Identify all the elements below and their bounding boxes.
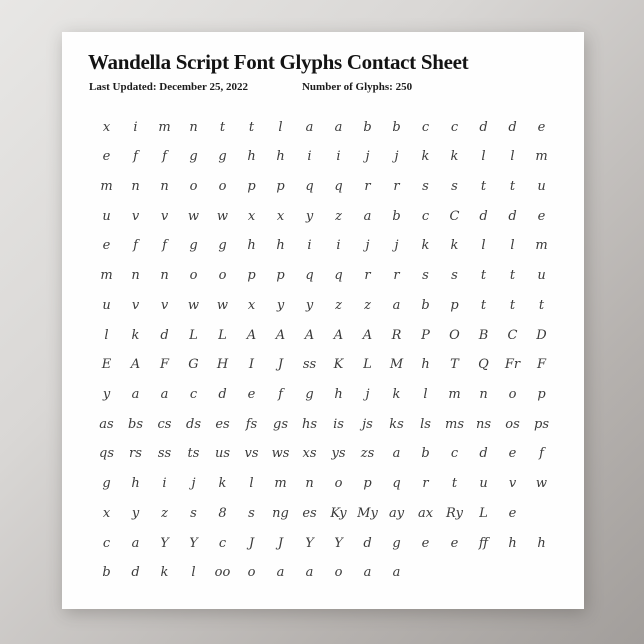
glyph-cell: s (190, 505, 197, 521)
glyph-cell: Y (189, 535, 198, 551)
glyph-cell: b (421, 297, 430, 313)
glyph-cell: J (277, 535, 284, 551)
glyph-cell: js (362, 416, 373, 432)
glyph-cell: Ky (330, 505, 347, 521)
glyph-cell: ys (331, 446, 346, 462)
glyph-cell: ks (389, 416, 404, 432)
glyph-cell: ss (302, 357, 317, 373)
glyph-cell: C (507, 327, 518, 343)
glyph-cell: x (247, 208, 256, 224)
glyph-cell: y (102, 386, 111, 402)
glyph-cell: k (450, 238, 459, 254)
glyph-cell: h (508, 535, 517, 551)
glyph-cell: h (334, 386, 343, 402)
glyph-row (92, 440, 556, 468)
glyph-cell: e (102, 149, 111, 165)
glyph-cell: c (189, 386, 198, 402)
glyph-cell: g (189, 149, 198, 165)
glyph-cell: r (364, 178, 371, 194)
glyph-cell: a (160, 386, 169, 402)
glyph-row (92, 202, 556, 230)
glyph-cell: v (131, 208, 140, 224)
glyph-cell: c (421, 208, 430, 224)
glyph-cell: d (363, 535, 372, 551)
glyph-cell: k (392, 386, 401, 402)
glyph-cell: R (391, 327, 402, 343)
glyph-cell: A (130, 357, 141, 373)
glyph-cell: A (246, 327, 257, 343)
glyph-cell: h (537, 535, 546, 551)
glyph-cell: h (247, 149, 256, 165)
glyph-cell: w (216, 297, 229, 313)
glyph-cell: g (102, 476, 111, 492)
glyph-cell: p (363, 476, 372, 492)
glyph-cell: o (247, 565, 256, 581)
glyph-cell: b (392, 119, 401, 135)
glyph-cell: Q (478, 357, 489, 373)
glyph-cell: L (218, 327, 227, 343)
glyph-cell: m (535, 238, 548, 254)
glyph-cell: j (191, 476, 196, 492)
last-updated-text: Last Updated: December 25, 2022 (89, 81, 248, 94)
glyph-cell: o (218, 268, 227, 284)
glyph-cell: x (102, 505, 111, 521)
glyph-cell: k (450, 149, 459, 165)
glyph-cell: c (450, 119, 459, 135)
glyph-cell: as (99, 416, 114, 432)
glyph-cell: qs (99, 446, 114, 462)
glyph-cell: x (276, 208, 285, 224)
glyph-cell: C (449, 208, 460, 224)
glyph-cell: Fr (504, 357, 521, 373)
glyph-cell: c (450, 446, 459, 462)
glyph-cell: vs (244, 446, 259, 462)
glyph-cell: f (278, 386, 283, 402)
glyph-cell: c (102, 535, 111, 551)
glyph-cell: g (392, 535, 401, 551)
glyph-cell: e (508, 505, 517, 521)
glyph-cell: d (218, 386, 227, 402)
glyph-cell: rs (129, 446, 142, 462)
glyph-cell: a (392, 565, 401, 581)
glyph-cell: p (537, 386, 546, 402)
glyph-cell: E (101, 357, 112, 373)
glyph-cell: r (364, 268, 371, 284)
glyph-cell: a (131, 535, 140, 551)
glyph-cell: y (305, 297, 314, 313)
glyph-cell: p (247, 268, 256, 284)
glyph-cell: e (537, 119, 546, 135)
glyph-cell: o (218, 178, 227, 194)
glyph-row (92, 321, 556, 349)
glyph-cell: o (334, 476, 343, 492)
glyph-cell: j (394, 149, 399, 165)
glyph-cell: d (160, 327, 169, 343)
glyph-cell: a (305, 565, 314, 581)
glyph-cell: ps (534, 416, 549, 432)
glyph-cell: ng (272, 505, 289, 521)
glyph-cell: I (248, 357, 255, 373)
glyph-cell: w (535, 476, 548, 492)
glyph-cell: a (392, 446, 401, 462)
glyph-cell: l (423, 386, 428, 402)
glyph-cell: zs (360, 446, 375, 462)
glyph-cell: i (133, 119, 138, 135)
glyph-cell: v (160, 208, 169, 224)
glyph-cell: z (364, 297, 371, 313)
glyph-cell: t (480, 268, 487, 284)
glyph-cell: D (536, 327, 547, 343)
glyph-cell: i (307, 238, 312, 254)
glyph-row (92, 232, 556, 260)
glyph-cell: L (363, 357, 372, 373)
glyph-cell: e (421, 535, 430, 551)
glyph-cell: a (305, 119, 314, 135)
glyph-cell: f (539, 446, 544, 462)
glyph-row (92, 499, 556, 527)
glyph-cell: Y (160, 535, 169, 551)
glyph-cell: Ry (446, 505, 463, 521)
glyph-cell: l (510, 238, 515, 254)
glyph-cell: f (133, 149, 138, 165)
glyph-cell: d (479, 119, 488, 135)
glyph-cell: ay (388, 505, 405, 521)
glyph-cell: oo (214, 565, 231, 581)
glyph-cell: g (218, 238, 227, 254)
glyph-cell: l (510, 149, 515, 165)
glyph-cell: b (102, 565, 111, 581)
glyph-cell: q (305, 268, 314, 284)
glyph-cell: k (218, 476, 227, 492)
glyph-cell: h (276, 238, 285, 254)
glyph-cell: e (450, 535, 459, 551)
glyph-cell: gs (273, 416, 288, 432)
glyph-cell: t (509, 297, 516, 313)
glyph-cell: w (187, 297, 200, 313)
glyph-cell: l (481, 238, 486, 254)
glyph-cell: ls (420, 416, 431, 432)
glyph-row (92, 470, 556, 498)
glyph-cell: is (333, 416, 344, 432)
glyph-cell: L (479, 505, 488, 521)
glyph-cell: k (421, 238, 430, 254)
glyph-cell: a (363, 208, 372, 224)
glyph-cell: v (131, 297, 140, 313)
glyph-cell: o (508, 386, 517, 402)
glyph-cell: y (276, 297, 285, 313)
glyph-cell: c (421, 119, 430, 135)
glyph-cell: A (362, 327, 373, 343)
glyph-cell: k (421, 149, 430, 165)
glyph-cell: u (479, 476, 488, 492)
glyph-cell: n (189, 119, 198, 135)
glyph-cell: m (274, 476, 287, 492)
glyph-row (92, 529, 556, 557)
glyph-cell: r (422, 476, 429, 492)
glyph-cell: h (131, 476, 140, 492)
glyph-cell: e (508, 446, 517, 462)
glyph-cell: o (189, 178, 198, 194)
glyph-cell: l (249, 476, 254, 492)
glyph-row (92, 113, 556, 141)
glyph-cell: m (535, 149, 548, 165)
glyph-cell: es (215, 416, 230, 432)
glyph-cell: k (131, 327, 140, 343)
glyph-cell: d (508, 119, 517, 135)
glyph-cell: j (365, 238, 370, 254)
glyph-cell: x (102, 119, 111, 135)
glyph-cell: n (131, 268, 140, 284)
glyph-cell: A (275, 327, 286, 343)
glyph-cell: A (333, 327, 344, 343)
glyph-cell: d (131, 565, 140, 581)
glyph-cell: z (161, 505, 168, 521)
glyph-cell: i (336, 149, 341, 165)
glyph-row (92, 291, 556, 319)
glyph-cell: i (307, 149, 312, 165)
glyph-row (92, 262, 556, 290)
glyph-cell: hs (301, 416, 318, 432)
glyph-cell: t (248, 119, 255, 135)
glyph-cell: d (508, 208, 517, 224)
glyph-row (92, 380, 556, 408)
glyph-cell: u (102, 208, 111, 224)
glyph-cell: m (448, 386, 461, 402)
glyph-cell: z (335, 297, 342, 313)
glyph-cell: l (104, 327, 109, 343)
glyph-cell: q (334, 178, 343, 194)
glyph-cell: b (392, 208, 401, 224)
glyph-cell: s (451, 268, 458, 284)
glyph-cell: a (392, 297, 401, 313)
glyph-cell: y (131, 505, 140, 521)
glyph-cell: g (305, 386, 314, 402)
glyph-cell: m (100, 268, 113, 284)
glyph-cell: u (537, 268, 546, 284)
glyph-cell: G (188, 357, 199, 373)
glyph-cell: m (100, 178, 113, 194)
glyph-cell: J (277, 357, 284, 373)
glyph-cell: M (389, 357, 404, 373)
glyph-cell: ax (417, 505, 434, 521)
glyph-cell: ts (187, 446, 200, 462)
glyph-cell: ds (186, 416, 201, 432)
glyph-cell: s (248, 505, 255, 521)
glyph-cell: a (131, 386, 140, 402)
glyph-cell: f (162, 149, 167, 165)
glyph-cell: o (334, 565, 343, 581)
glyph-cell: j (394, 238, 399, 254)
glyph-cell: a (276, 565, 285, 581)
glyph-row (92, 410, 556, 438)
glyph-row (92, 172, 556, 200)
glyph-cell: e (247, 386, 256, 402)
glyph-cell: g (218, 149, 227, 165)
glyph-count-text: Number of Glyphs: 250 (301, 81, 413, 94)
glyph-cell: A (304, 327, 315, 343)
glyph-cell: p (276, 178, 285, 194)
glyph-cell: e (102, 238, 111, 254)
glyph-cell: H (216, 357, 229, 373)
glyph-cell: p (450, 297, 459, 313)
glyph-cell: O (449, 327, 460, 343)
glyph-cell: f (133, 238, 138, 254)
glyph-cell: l (191, 565, 196, 581)
glyph-cell: P (421, 327, 430, 343)
glyph-cell: b (421, 446, 430, 462)
glyph-cell: v (160, 297, 169, 313)
glyph-cell: h (421, 357, 430, 373)
glyph-cell: r (393, 178, 400, 194)
poster-meta (89, 81, 558, 93)
glyph-cell: B (478, 327, 489, 343)
glyph-cell: s (451, 178, 458, 194)
glyph-cell: t (480, 297, 487, 313)
glyph-cell: a (334, 119, 343, 135)
glyph-cell: ff (478, 535, 489, 551)
glyph-cell: q (392, 476, 401, 492)
glyph-cell: p (247, 178, 256, 194)
glyph-cell: q (334, 268, 343, 284)
glyph-cell: j (365, 149, 370, 165)
glyph-cell: n (131, 178, 140, 194)
glyph-cell: cs (157, 416, 172, 432)
glyph-cell: l (278, 119, 283, 135)
glyph-cell: b (363, 119, 372, 135)
glyph-cell: n (160, 178, 169, 194)
glyph-cell: f (162, 238, 167, 254)
glyph-cell: p (276, 268, 285, 284)
glyph-cell: z (335, 208, 342, 224)
glyph-cell: F (159, 357, 170, 373)
glyph-row (92, 143, 556, 171)
glyph-cell: os (505, 416, 520, 432)
glyph-cell: q (305, 178, 314, 194)
glyph-cell: J (248, 535, 255, 551)
glyph-cell: x (247, 297, 256, 313)
glyph-cell: L (189, 327, 198, 343)
glyph-cell: 8 (218, 505, 227, 521)
glyph-cell: w (187, 208, 200, 224)
glyph-cell: g (189, 238, 198, 254)
glyph-row (92, 351, 556, 379)
glyph-cell: Y (305, 535, 314, 551)
glyph-cell: ms (445, 416, 464, 432)
glyph-cell: n (160, 268, 169, 284)
glyph-cell: fs (245, 416, 258, 432)
glyph-grid (92, 113, 556, 587)
glyph-cell: c (218, 535, 227, 551)
glyph-row (92, 559, 556, 587)
glyph-cell: K (333, 357, 344, 373)
glyph-cell: F (536, 357, 547, 373)
glyph-cell: es (302, 505, 317, 521)
glyph-cell: ws (271, 446, 290, 462)
glyph-cell: m (158, 119, 171, 135)
glyph-cell: y (305, 208, 314, 224)
glyph-cell: a (363, 565, 372, 581)
glyph-cell: Y (334, 535, 343, 551)
glyph-cell: l (481, 149, 486, 165)
glyph-cell: xs (302, 446, 317, 462)
glyph-cell: t (509, 178, 516, 194)
glyph-cell: u (537, 178, 546, 194)
glyph-cell: s (422, 178, 429, 194)
glyph-cell: h (247, 238, 256, 254)
glyph-cell: d (479, 446, 488, 462)
glyph-cell: i (336, 238, 341, 254)
glyph-cell: h (276, 149, 285, 165)
glyph-cell: d (479, 208, 488, 224)
glyph-cell: w (216, 208, 229, 224)
glyph-cell: s (422, 268, 429, 284)
glyph-cell: e (537, 208, 546, 224)
glyph-cell: t (480, 178, 487, 194)
glyph-cell: us (214, 446, 231, 462)
glyph-cell: n (479, 386, 488, 402)
glyph-cell: t (219, 119, 226, 135)
glyph-cell: t (509, 268, 516, 284)
glyph-cell: ns (475, 416, 492, 432)
glyph-cell: n (305, 476, 314, 492)
glyph-cell: v (508, 476, 517, 492)
poster (62, 32, 584, 609)
glyph-cell: t (538, 297, 545, 313)
glyph-cell: o (189, 268, 198, 284)
glyph-cell: My (357, 505, 378, 521)
glyph-cell: ss (157, 446, 172, 462)
glyph-cell: k (160, 565, 169, 581)
glyph-cell: t (451, 476, 458, 492)
glyph-cell: T (450, 357, 459, 373)
glyph-cell: u (102, 297, 111, 313)
glyph-cell: r (393, 268, 400, 284)
poster-title: Wandella Script Font Glyphs Contact Sheet (88, 50, 469, 74)
glyph-cell: j (365, 386, 370, 402)
glyph-cell: bs (128, 416, 143, 432)
glyph-cell: i (162, 476, 167, 492)
